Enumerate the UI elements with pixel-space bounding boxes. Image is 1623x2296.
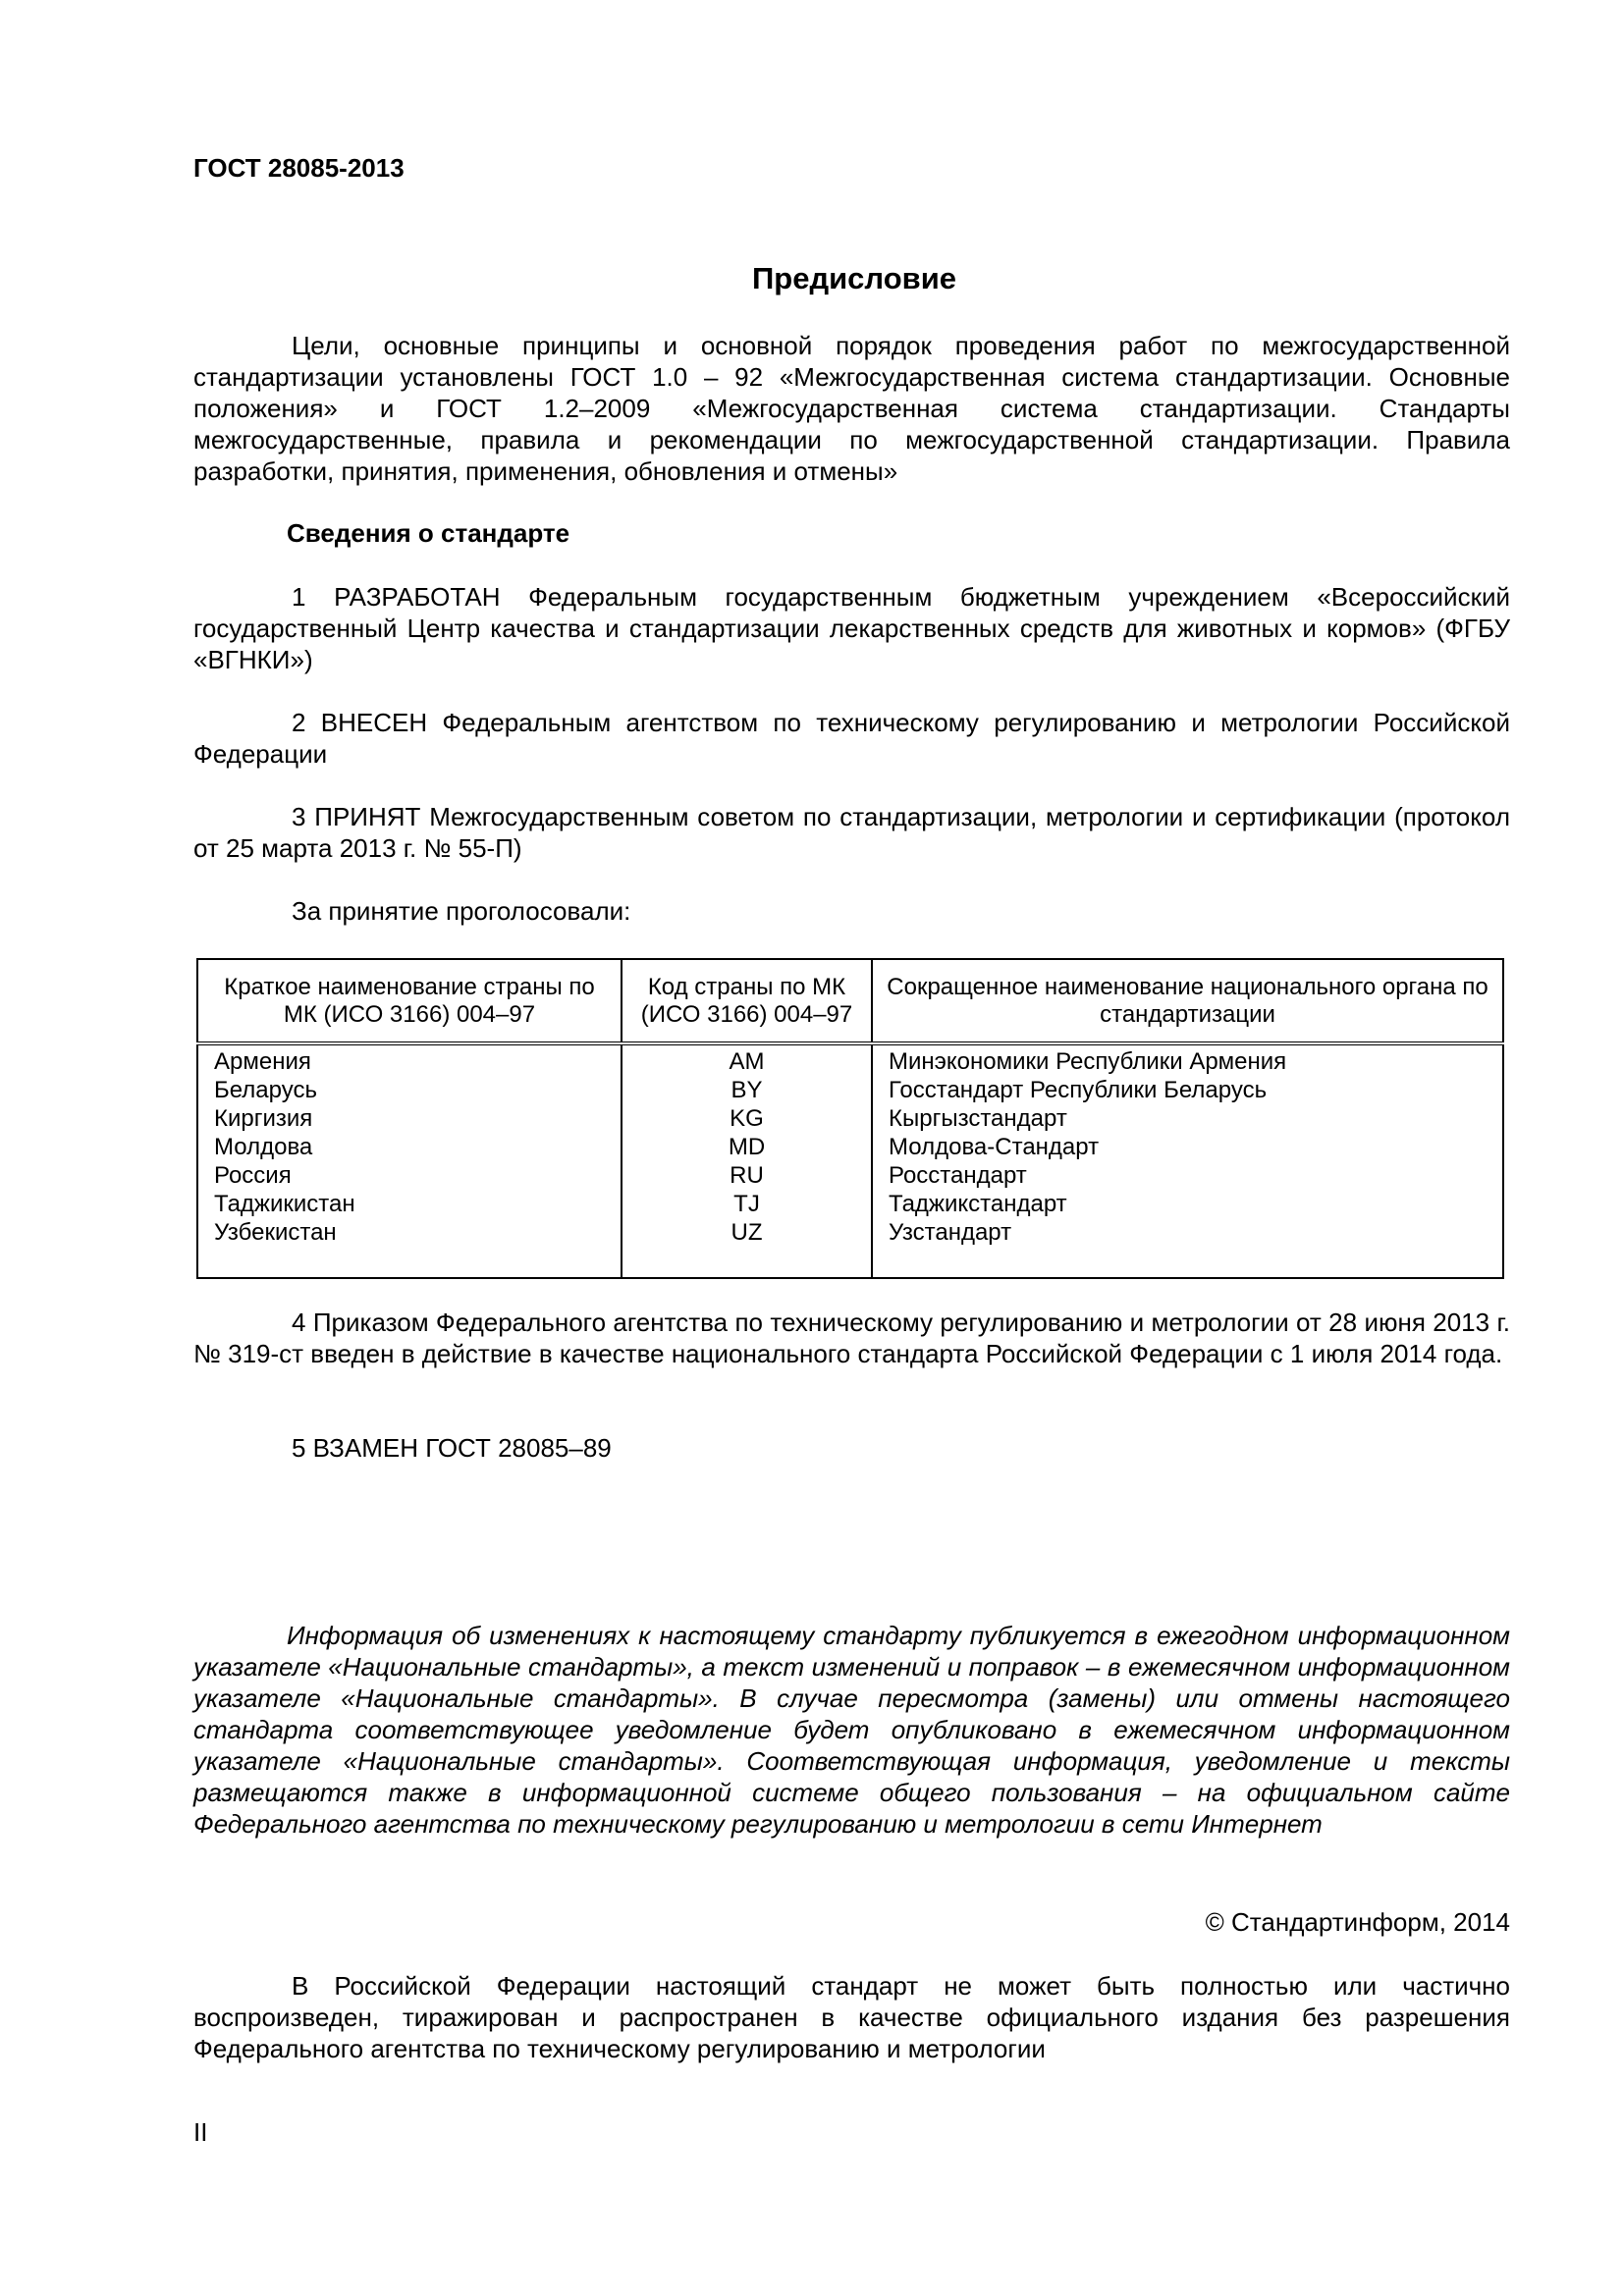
- standard-info-heading: Сведения о стандарте: [287, 518, 570, 548]
- code-cell: UZ: [730, 1219, 763, 1246]
- country-cell: Армения: [214, 1048, 311, 1075]
- body-cell: Кыргызстандарт: [889, 1105, 1067, 1132]
- code-cell: RU: [730, 1162, 764, 1189]
- country-cell: Россия: [214, 1162, 292, 1189]
- country-cell: Беларусь: [214, 1077, 317, 1103]
- rights-notice: [193, 1970, 1510, 2064]
- body-cell: Молдова-Стандарт: [889, 1134, 1100, 1160]
- intro-paragraph: [193, 330, 1510, 487]
- body-cell: Узстандарт: [889, 1219, 1012, 1246]
- document-code-header: ГОСТ 28085-2013: [193, 153, 405, 183]
- country-cell: Киргизия: [214, 1105, 313, 1132]
- body-cell: Росстандарт: [889, 1162, 1027, 1189]
- body-cell: Минэкономики Республики Армения: [889, 1048, 1287, 1075]
- country-column: [197, 1043, 622, 1278]
- item-order: [193, 1307, 1510, 1369]
- page-title: Предисловие: [751, 261, 956, 295]
- votes-label: За принятие проголосовали:: [292, 896, 631, 926]
- code-cell: MD: [728, 1134, 766, 1160]
- country-cell: Таджикистан: [214, 1191, 355, 1217]
- body-column: [872, 1043, 1503, 1278]
- item-replaces: 5 ВЗАМЕН ГОСТ 28085–89: [292, 1433, 612, 1463]
- copyright: © Стандартинформ, 2014: [1205, 1907, 1510, 1937]
- page-number: II: [193, 2117, 208, 2147]
- item-order-text: 4 Приказом Федерального агентства по техническому регулированию и метрологии от 28 июня 2013 г. № 319-ст введен в действие в качестве национального стандарта Российской Федерации с 1 июля 2014 года.: [193, 1308, 1510, 1368]
- info-notice-text: Информация об изменениях к настоящему стандарту публикуется в ежегодном информационном указателе «Национальные стандарты», а текст изменений и поправок – в ежемесячном информационном указателе «Национальные стандарты». В случае пересмотра (замены) или отмены настоящего стандарта соответствующее уведомление будет опубликовано в ежемесячном информационном указателе «Национальные стандарты». Соответствующая информация, уведомление и тексты размещаются также в информационной системе общего пользования – на официальном сайте Федерального агентства по техническому регулированию и метрологии в сети Интернет: [193, 1621, 1510, 1839]
- code-cell: KG: [730, 1105, 764, 1132]
- vote-table-body: [197, 1043, 1503, 1278]
- header-country: Краткое наименование страны по МК (ИСО 3166) 004–97: [197, 959, 622, 1043]
- code-cell: BY: [730, 1077, 763, 1103]
- country-cell: Молдова: [214, 1134, 313, 1160]
- header-body: Сокращенное наименование национального органа по стандартизации: [872, 959, 1503, 1043]
- vote-table: [196, 958, 1504, 1279]
- code-cell: AM: [729, 1048, 765, 1075]
- info-notice: [193, 1620, 1510, 1840]
- vote-table-header-row: [197, 959, 1503, 1043]
- body-cell: Таджикстандарт: [889, 1191, 1067, 1217]
- item-introduced-text: 2 ВНЕСЕН Федеральным агентством по техническому регулированию и метрологии Российской Федерации: [193, 708, 1510, 769]
- item-developed-text: 1 РАЗРАБОТАН Федеральным государственным бюджетным учреждением «Всероссийский государственный Центр качества и стандартизации лекарственных средств для животных и кормов» (ФГБУ «ВГНКИ»): [193, 582, 1510, 674]
- item-adopted-text: 3 ПРИНЯТ Межгосударственным советом по стандартизации, метрологии и сертификации (протокол от 25 марта 2013 г. № 55-П): [193, 802, 1510, 863]
- rights-notice-text: В Российской Федерации настоящий стандарт не может быть полностью или частично воспроизведен, тиражирован и распространен в качестве официального издания без разрешения Федерального агентства по техническому регулированию и метрологии: [193, 1971, 1510, 2063]
- code-column: [622, 1043, 872, 1278]
- body-cell: Госстандарт Республики Беларусь: [889, 1077, 1268, 1103]
- item-introduced: [193, 707, 1510, 770]
- intro-text: Цели, основные принципы и основной порядок проведения работ по межгосударственной стандартизации установлены ГОСТ 1.0 – 92 «Межгосударственная система стандартизации. Основные положения» и ГОСТ 1.2–2009 «Межгосударственная система стандартизации. Стандарты межгосударственные, правила и рекомендации по межгосударственной стандартизации. Правила разработки, принятия, применения, обновления и отмены»: [193, 331, 1510, 486]
- header-code: Код страны по МК (ИСО 3166) 004–97: [622, 959, 872, 1043]
- item-adopted: [193, 801, 1510, 864]
- item-developed: [193, 581, 1510, 675]
- code-cell: TJ: [733, 1191, 760, 1217]
- country-cell: Узбекистан: [214, 1219, 337, 1246]
